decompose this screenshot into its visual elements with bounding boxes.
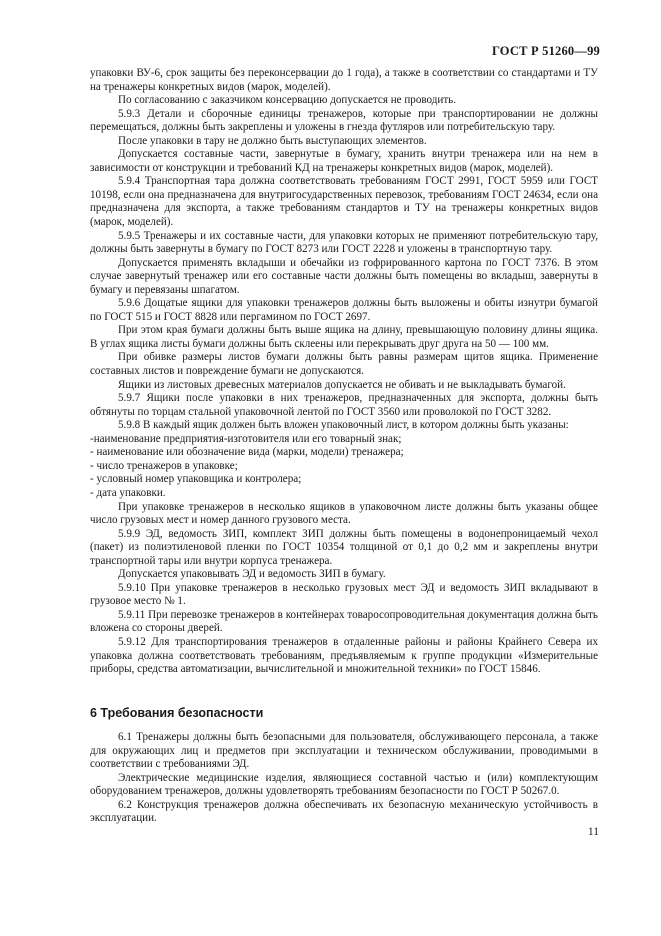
paragraph: После упаковки в тару не должно быть выступающих элементов. xyxy=(118,134,427,147)
paragraph: 5.9.7 Ящики после упаковки в них тренажеров, предназначенных для экспорта, должны быть обтянуты по торцам стальной упаковочной лентой по ГОСТ 3560 или проволокой по ГОСТ 3282. xyxy=(90,392,598,418)
list-item: - число тренажеров в упаковке; xyxy=(90,459,238,472)
paragraph: Допускается применять вкладыши и обечайки из гофрированного картона по ГОСТ 7376. В этом случае завернутый тренажер или его составные части должны быть помещены во вкладыш, завернуты в бумагу и перевязаны шпагатом. xyxy=(90,256,598,296)
paragraph: 6.2 Конструкция тренажеров должна обеспечивать их безопасную механическую устойчивость в эксплуатации. xyxy=(90,798,598,825)
paragraph: 5.9.4 Транспортная тара должна соответствовать требованиям ГОСТ 2991, ГОСТ 5959 или ГОСТ 10198, если она предназначена для внутригосударственных перевозок, требованиям ГОСТ 24634, если она предназначена для экспорта, а также требованиям стандартов и ТУ на тренажеры конкретных видов (марок, моделей). xyxy=(90,175,598,229)
section-title: 6 Требования безопасности xyxy=(90,706,264,720)
paragraph: По согласованию с заказчиком консервацию допускается не проводить. xyxy=(118,94,457,107)
paragraph: При упаковке тренажеров в несколько ящиков в упаковочном листе должны быть указаны общее число грузовых мест и номер данного грузового места. xyxy=(90,500,598,527)
section-6-text xyxy=(90,731,598,826)
body-text xyxy=(90,67,598,677)
standard-header: ГОСТ Р 51260—99 xyxy=(491,44,600,58)
paragraph: 5.9.11 При перевозке тренажеров в контейнерах товаросопроводительная документация должна быть вложена со стороны дверей. xyxy=(90,608,598,635)
paragraph: Допускается упаковывать ЭД и ведомость ЗИП в бумагу. xyxy=(118,568,386,581)
paragraph: 6.1 Тренажеры должны быть безопасными для пользователя, обслуживающего персонала, а также для окружающих лиц и предметов при эксплуатации и техническом обслуживании, проводимыми в соответствии с требованиями ЭД. xyxy=(90,731,598,771)
paragraph: Допускается составные части, завернутые в бумагу, хранить внутри тренажера или на нем в зависимости от конструкции и требований КД на тренажеры конкретных видов (марок, моделей). xyxy=(90,148,598,174)
paragraph: 5.9.8 В каждый ящик должен быть вложен упаковочный лист, в котором должны быть указаны: xyxy=(118,419,569,432)
paragraph: 5.9.10 При упаковке тренажеров в несколько грузовых мест ЭД и ведомость ЗИП вкладывают в грузовое место № 1. xyxy=(90,581,598,608)
paragraph: 5.9.6 Дощатые ящики для упаковки тренажеров должны быть выложены и обиты изнутри бумагой по ГОСТ 515 и ГОСТ 8828 или пергамином по ГОСТ 2697. xyxy=(90,297,598,323)
list-item: - дата упаковки. xyxy=(90,486,166,499)
paragraph: 5.9.9 ЭД, ведомость ЗИП, комплект ЗИП должны быть помещены в водонепроницаемый чехол (пакет) из полиэтиленовой пленки по ГОСТ 10354 толщиной от 0,1 до 0,2 мм и закреплены внутри транспортной тары или внутри корпуса тренажера. xyxy=(90,527,598,567)
list-item: - наименование или обозначение вида (марки, модели) тренажера; xyxy=(90,446,404,459)
paragraph: упаковки ВУ-6, срок защиты без переконсервации до 1 года), а также в соответствии со стандартами и ТУ на тренажеры конкретных видов (марок, моделей). xyxy=(90,67,598,93)
paragraph: Электрические медицинские изделия, являющиеся составной частью и (или) комплектующим оборудованием тренажеров, должны удовлетворять требованиям безопасности по ГОСТ Р 50267.0. xyxy=(90,771,598,798)
paragraph: При этом края бумаги должны быть выше ящика на длину, превышающую половину длины ящика. В углах ящика листы бумаги должны быть склеены или перекрывать друг друга на 50 — 100 мм. xyxy=(90,324,598,350)
paragraph: Ящики из листовых древесных материалов допускается не обивать и не выкладывать бумагой. xyxy=(118,378,566,391)
paragraph: При обивке размеры листов бумаги должны быть равны размерам щитов ящика. Применение составных листов и повреждение бумаги не допускаются. xyxy=(90,351,598,378)
list-item: -наименование предприятия-изготовителя или его товарный знак; xyxy=(90,432,402,445)
paragraph: 5.9.12 Для транспортирования тренажеров в отдаленные районы и районы Крайнего Севера их упаковка должна соответствовать требованиям, предъявляемым к группе продукции «Измерительные приборы, средства автоматизации, вычислительной и множительной техники» по ГОСТ 15846. xyxy=(90,635,598,676)
page-number: 11 xyxy=(587,826,599,838)
list-item: - условный номер упаковщика и контролера; xyxy=(90,473,302,486)
paragraph: 5.9.3 Детали и сборочные единицы тренажеров, которые при транспортировании не должны перемещаться, должны быть закреплены и уложены в гнезда футляров или потребительскую тару. xyxy=(90,107,598,134)
paragraph: 5.9.5 Тренажеры и их составные части, для упаковки которых не применяют потребительскую тару, должны быть завернуты в бумагу по ГОСТ 8273 или ГОСТ 2228 и уложены в транспортную тару. xyxy=(90,229,598,256)
